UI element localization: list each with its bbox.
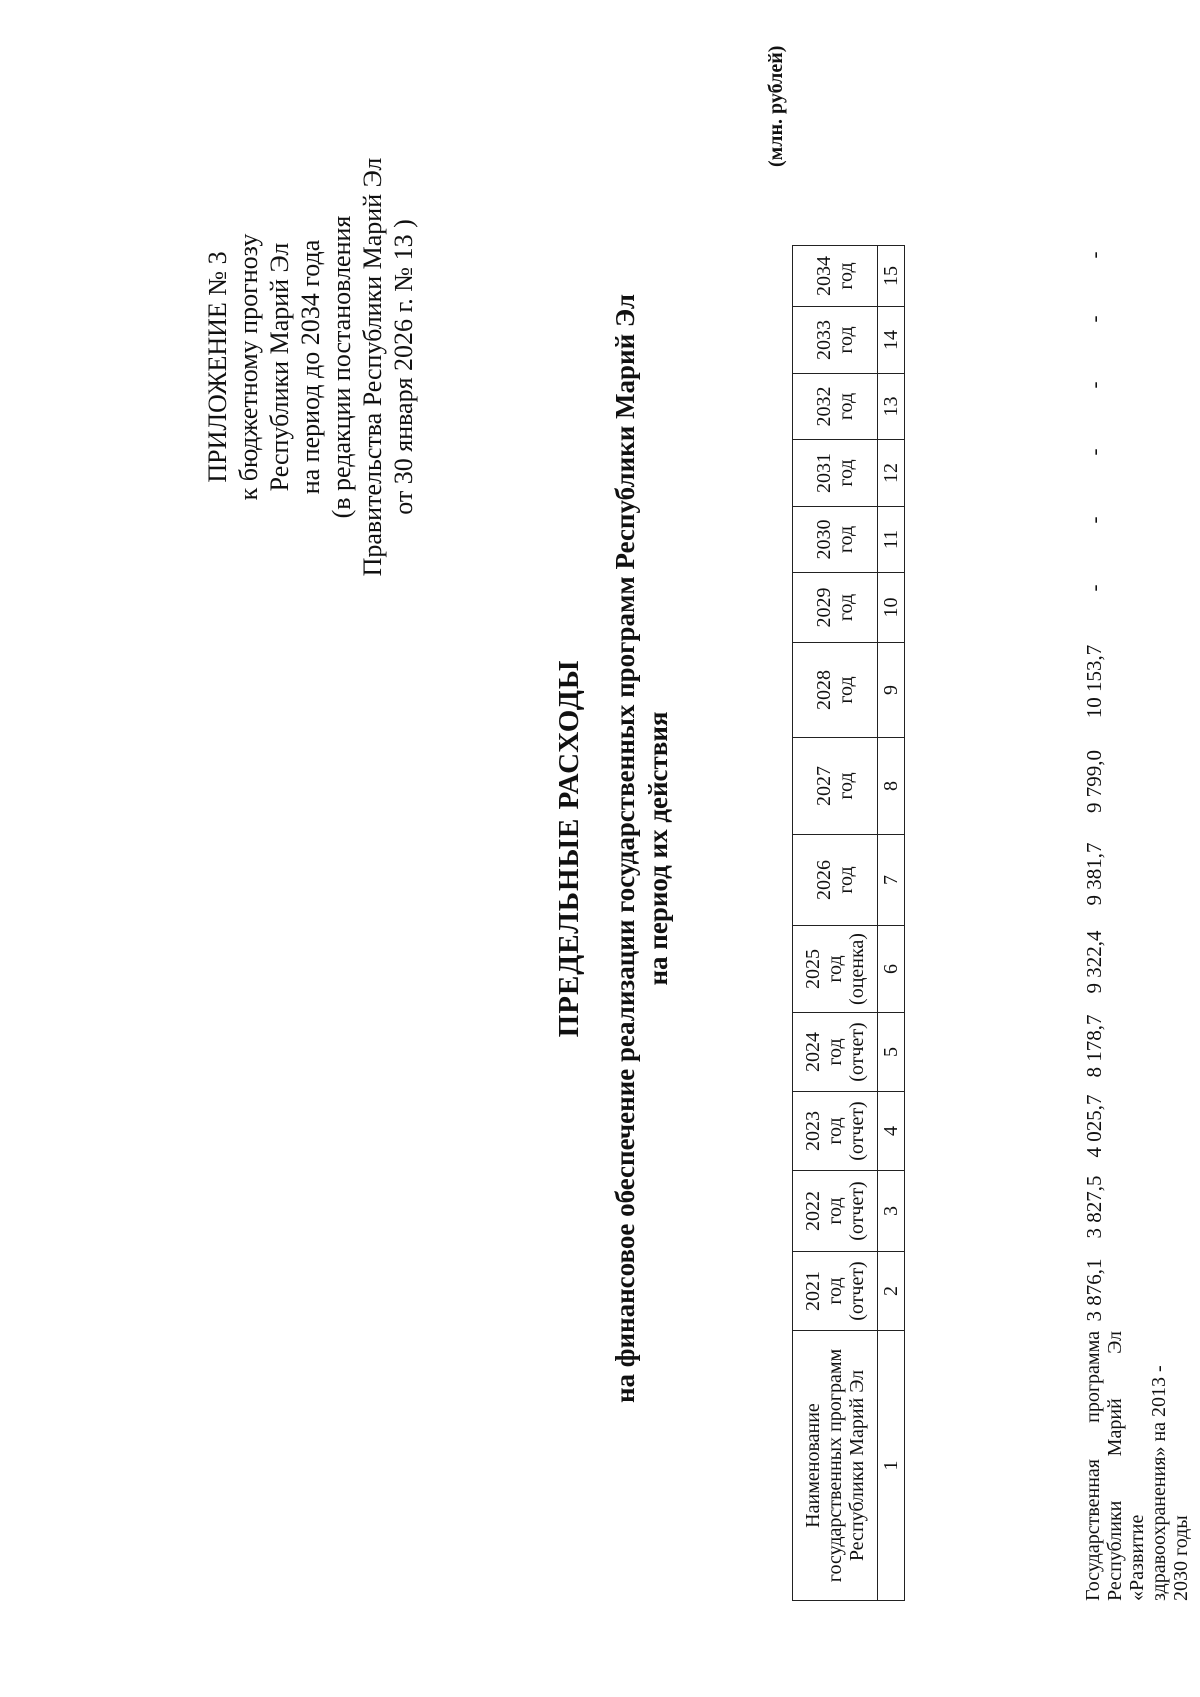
header-name-cell <box>793 1331 878 1601</box>
appendix-line: на период до 2034 года <box>296 239 325 495</box>
header-year-cell: 2025 год (оценка) <box>793 926 878 1013</box>
header-name-line: Наименование <box>802 1403 824 1528</box>
program-name <box>1082 1331 1192 1601</box>
header-year-cell: 2029 год <box>793 573 878 643</box>
column-number: 14 <box>878 307 905 374</box>
appendix-line: ПРИЛОЖЕНИЕ № 3 <box>203 251 232 483</box>
column-number: 3 <box>878 1171 905 1252</box>
appendix-line: Правительства Республики Марий Эл <box>358 157 387 577</box>
header-year-cell: 2028 год <box>793 643 878 738</box>
value-cell: 8 178,7 <box>1082 1014 1106 1078</box>
header-year-cell: 2024 год (отчет) <box>793 1013 878 1092</box>
appendix-line: от 30 января 2026 г. № 13 ) <box>389 219 418 515</box>
document-subtitle: на финансовое обеспечение реализации государственных программ Республики Марий Эл <box>610 294 640 1404</box>
program-name-line: Государственная программа <box>1082 1331 1104 1601</box>
value-cell: - <box>1082 315 1106 323</box>
value-cell: - <box>1082 516 1106 524</box>
column-number: 1 <box>878 1331 905 1601</box>
header-year-cell: 2026 год <box>793 835 878 926</box>
value-cell: 4 025,7 <box>1082 1094 1106 1158</box>
column-number: 10 <box>878 573 905 643</box>
column-number: 2 <box>878 1252 905 1331</box>
appendix-line: (в редакции постановления <box>327 215 356 519</box>
column-number: 5 <box>878 1013 905 1092</box>
column-number: 11 <box>878 507 905 573</box>
value-cell: 3 876,1 <box>1082 1258 1106 1322</box>
header-year-cell: 2027 год <box>793 738 878 835</box>
value-cell: - <box>1082 584 1106 592</box>
header-year-cell: 2022 год (отчет) <box>793 1171 878 1252</box>
value-cell: 9 322,4 <box>1082 930 1106 994</box>
value-cell: - <box>1082 381 1106 389</box>
value-cell: - <box>1082 448 1106 456</box>
column-number: 15 <box>878 246 905 307</box>
program-name-line: Республики Марий Эл «Развитие <box>1104 1331 1148 1601</box>
header-year-cell: 2034 год <box>793 246 878 307</box>
program-name-line: здравоохранения» на 2013 - 2030 годы <box>1148 1365 1192 1601</box>
value-cell: - <box>1082 251 1106 259</box>
appendix-line: к бюджетному прогнозу <box>234 233 263 501</box>
value-cell: 9 799,0 <box>1082 750 1106 813</box>
value-cell: 9 381,7 <box>1082 842 1106 906</box>
column-number: 4 <box>878 1092 905 1171</box>
appendix-block <box>202 87 419 647</box>
header-name-line: Республики Марий Эл <box>846 1369 868 1562</box>
column-number: 7 <box>878 835 905 926</box>
header-year-cell: 2030 год <box>793 507 878 573</box>
document-title: ПРЕДЕЛЬНЫЕ РАСХОДЫ <box>553 659 585 1038</box>
column-number: 9 <box>878 643 905 738</box>
column-number: 12 <box>878 440 905 507</box>
column-number: 13 <box>878 374 905 440</box>
value-cell: 3 827,5 <box>1082 1175 1106 1239</box>
units-label: (млн. рублей) <box>765 45 787 167</box>
header-name-line: государственных программ <box>824 1348 846 1583</box>
column-number: 8 <box>878 738 905 835</box>
header-year-cell: 2033 год <box>793 307 878 374</box>
header-year-cell: 2023 год (отчет) <box>793 1092 878 1171</box>
document-subtitle: на период их действия <box>643 711 673 986</box>
header-year-cell: 2021 год (отчет) <box>793 1252 878 1331</box>
header-year-cell: 2031 год <box>793 440 878 507</box>
expenses-table <box>792 245 905 1601</box>
value-cell: 10 153,7 <box>1082 644 1106 719</box>
column-number: 6 <box>878 926 905 1013</box>
header-year-cell: 2032 год <box>793 374 878 440</box>
appendix-line: Республики Марий Эл <box>265 242 294 492</box>
